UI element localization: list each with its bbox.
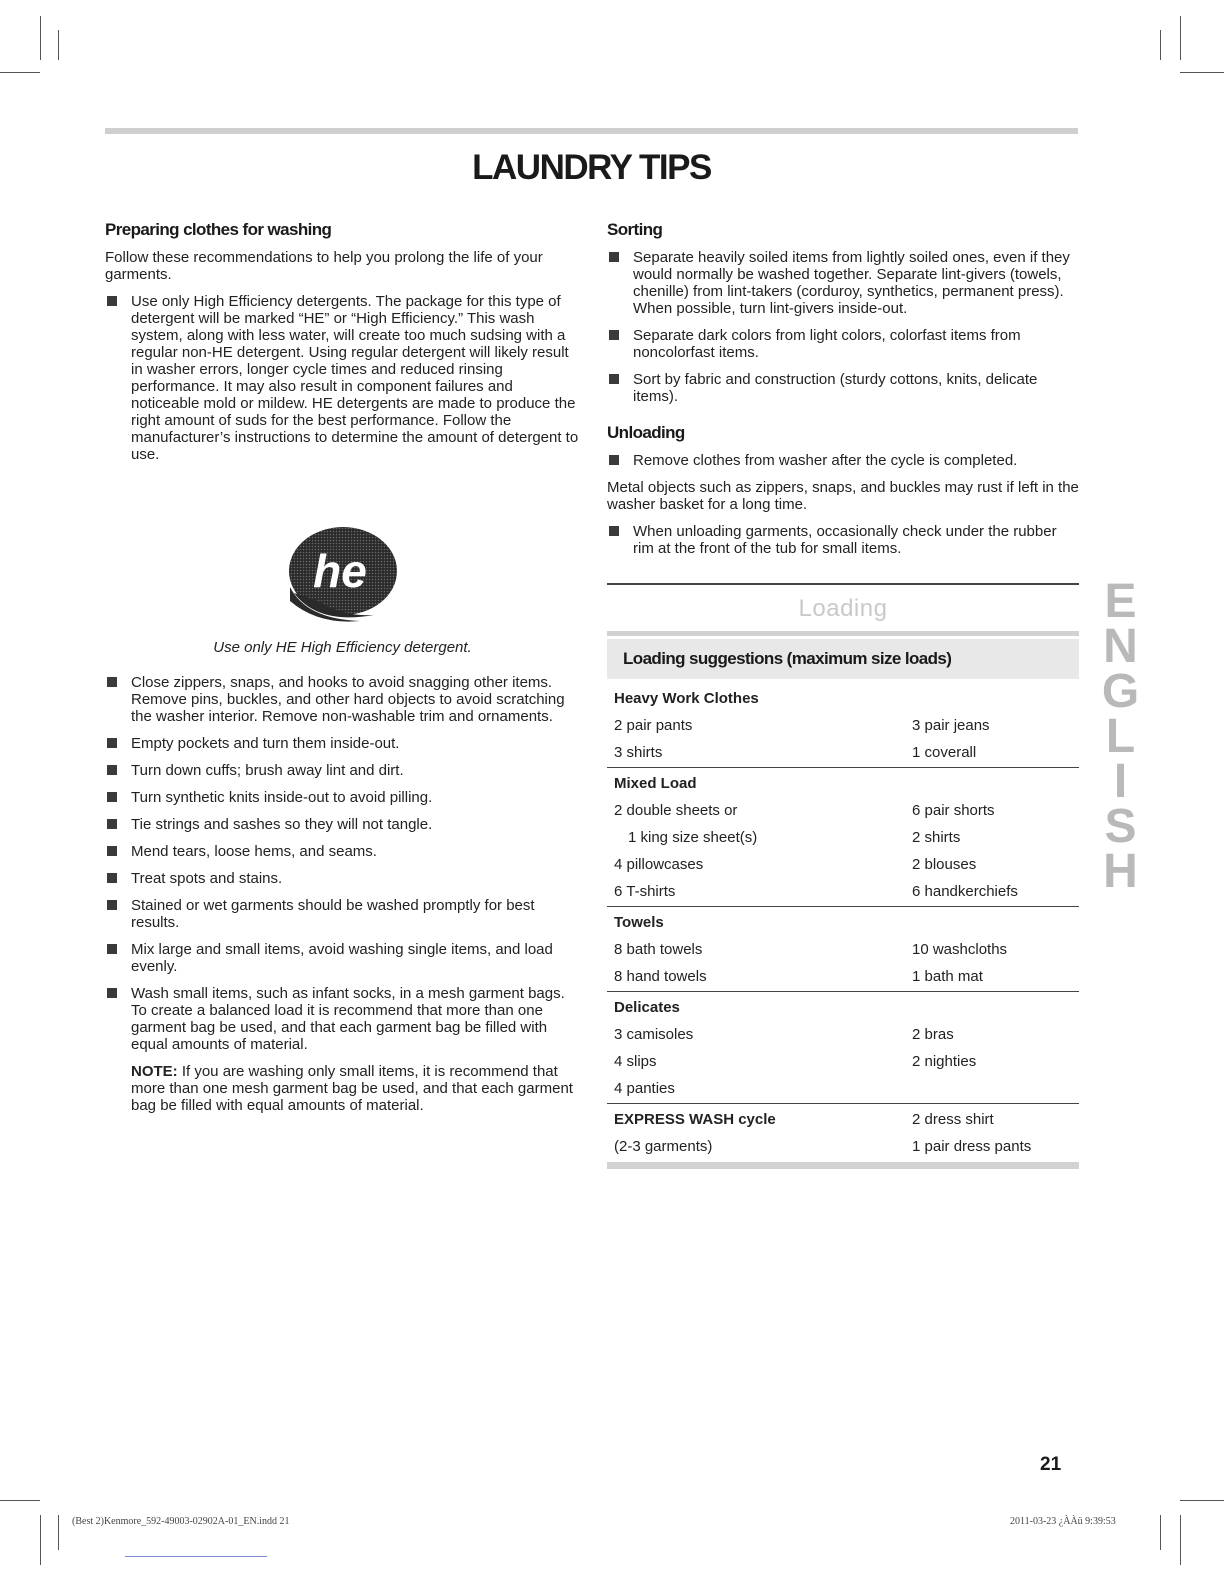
unloading-bullet-list-1 bbox=[607, 452, 1079, 469]
table-cell: 4 panties bbox=[607, 1075, 912, 1104]
print-slug-right: 2011-03-23 ¿ÀÀü 9:39:53 bbox=[1010, 1516, 1116, 1527]
note-text: If you are washing only small items, it is recommend that more than one mesh garment bag be used, and that each garment bag be filled with equal amounts of material. bbox=[131, 1063, 573, 1114]
table-row bbox=[607, 768, 1079, 798]
list-item: Separate heavily soiled items from lightly soiled ones, even if they would normally be washed together. Separate lint-givers (towels, chenille) from lint-takers (corduroy, synthetics, permanent press). When possible, turn lint-givers inside-out. bbox=[607, 249, 1079, 317]
table-cell: 3 camisoles bbox=[614, 1026, 694, 1043]
group-title: Towels bbox=[614, 914, 664, 931]
table-row bbox=[607, 1104, 1079, 1134]
group-title: Delicates bbox=[614, 999, 680, 1016]
crop-mark bbox=[40, 16, 41, 60]
crop-mark bbox=[1180, 72, 1224, 73]
group-title: EXPRESS WASH cycle bbox=[614, 1111, 776, 1128]
table-cell: 6 pair shorts bbox=[912, 802, 995, 819]
list-item: Remove clothes from washer after the cycle is completed. bbox=[607, 452, 1079, 469]
loading-table bbox=[607, 683, 1079, 1160]
table-row bbox=[607, 963, 1079, 992]
crop-mark bbox=[58, 1515, 59, 1550]
table-cell: 1 pair dress pants bbox=[912, 1138, 1032, 1155]
table-row bbox=[607, 1075, 1079, 1104]
page-title: LAUNDRY TIPS bbox=[472, 148, 711, 187]
list-item: Sort by fabric and construction (sturdy cottons, knits, delicate items). bbox=[607, 371, 1079, 405]
table-cell: (2-3 garments) bbox=[614, 1138, 713, 1155]
table-row bbox=[607, 1133, 1079, 1160]
crop-mark bbox=[1160, 1515, 1161, 1550]
list-item: Turn synthetic knits inside-out to avoid pilling. bbox=[105, 789, 580, 806]
loading-band bbox=[607, 631, 1079, 636]
table-cell: 8 bath towels bbox=[614, 941, 703, 958]
table-cell: 4 pillowcases bbox=[614, 856, 704, 873]
preparing-bullet-list bbox=[105, 674, 580, 1053]
left-column bbox=[105, 220, 580, 1124]
unloading-heading: Unloading bbox=[607, 423, 685, 442]
table-row bbox=[607, 992, 1079, 1022]
page-number: 21 bbox=[1040, 1454, 1062, 1475]
list-item: Stained or wet garments should be washed promptly for best results. bbox=[105, 897, 580, 931]
table-row bbox=[607, 1021, 1079, 1048]
sorting-heading: Sorting bbox=[607, 220, 663, 239]
crop-mark bbox=[0, 1500, 40, 1501]
table-row bbox=[607, 797, 1079, 824]
list-item: Treat spots and stains. bbox=[105, 870, 580, 887]
table-cell: 1 coverall bbox=[912, 739, 1079, 768]
table-row bbox=[607, 824, 1079, 851]
table-cell: 8 hand towels bbox=[607, 963, 912, 992]
note-label: NOTE: bbox=[131, 1063, 178, 1080]
unloading-bullet-list-2 bbox=[607, 523, 1079, 557]
language-tab: ENGLISH bbox=[1094, 575, 1147, 890]
he-bullet-list bbox=[105, 293, 580, 463]
table-row bbox=[607, 712, 1079, 739]
list-item: Wash small items, such as infant socks, in a mesh garment bags. To create a balanced load it is recommend that more than one garment bag be used, and that each garment bag be filled with equal amounts of material. bbox=[105, 985, 580, 1053]
crop-mark bbox=[1180, 1515, 1181, 1565]
right-column bbox=[607, 220, 1079, 1169]
crop-mark bbox=[1160, 30, 1161, 60]
table-cell: 2 blouses bbox=[912, 856, 977, 873]
table-cell: 4 slips bbox=[614, 1053, 657, 1070]
he-logo-text: he bbox=[312, 545, 367, 597]
table-row bbox=[607, 683, 1079, 712]
table-cell: 2 nighties bbox=[912, 1053, 977, 1070]
list-item: Use only High Efficiency detergents. The package for this type of detergent will be marked “HE” or “High Efficiency.” This wash system, along with less water, will create too much sudsing with a regular non-HE detergent. Using regular detergent will likely result in washer errors, longer cycle times and reduced rinsing performance. It may also result in component failures and noticeable mold or mildew. HE detergents are made to produce the right amount of suds for the best performance. Follow the manufacturer’s instructions to determine the amount of detergent to use. bbox=[105, 293, 580, 463]
list-item: Mix large and small items, avoid washing single items, and load evenly. bbox=[105, 941, 580, 975]
crop-mark bbox=[0, 72, 40, 73]
crop-mark bbox=[58, 30, 59, 60]
group-title: Mixed Load bbox=[614, 775, 697, 792]
list-item: When unloading garments, occasionally check under the rubber rim at the front of the tub for small items. bbox=[607, 523, 1079, 557]
table-cell: 2 dress shirt bbox=[912, 1111, 994, 1128]
table-row bbox=[607, 1048, 1079, 1075]
print-slug-left: (Best 2)Kenmore_592-49003-02902A-01_EN.indd 21 bbox=[72, 1516, 290, 1527]
unloading-paragraph: Metal objects such as zippers, snaps, and buckles may rust if left in the washer basket for a long time. bbox=[607, 479, 1079, 513]
table-cell: 3 pair jeans bbox=[912, 717, 990, 734]
table-cell: 3 shirts bbox=[607, 739, 912, 768]
table-row bbox=[607, 907, 1079, 937]
crop-mark bbox=[1180, 16, 1181, 60]
he-logo-caption: Use only HE High Efficiency detergent. bbox=[213, 639, 472, 656]
table-cell: 2 double sheets or bbox=[614, 802, 738, 819]
loading-bottom-band bbox=[607, 1162, 1079, 1169]
sorting-bullet-list bbox=[607, 249, 1079, 405]
table-cell: 1 king size sheet(s) bbox=[628, 829, 758, 846]
list-item: Tie strings and sashes so they will not tangle. bbox=[105, 816, 580, 833]
preparing-heading: Preparing clothes for washing bbox=[105, 220, 332, 239]
list-item: Empty pockets and turn them inside-out. bbox=[105, 735, 580, 752]
table-cell: 2 pair pants bbox=[614, 717, 693, 734]
table-row bbox=[607, 851, 1079, 878]
list-item: Separate dark colors from light colors, colorfast items from noncolorfast items. bbox=[607, 327, 1079, 361]
he-logo-icon bbox=[278, 521, 408, 631]
loading-suggestions-heading: Loading suggestions (maximum size loads) bbox=[607, 639, 1079, 679]
table-cell: 6 T-shirts bbox=[607, 878, 912, 907]
header-rule bbox=[105, 128, 1078, 134]
table-cell: 1 bath mat bbox=[912, 963, 1079, 992]
list-item: Turn down cuffs; brush away lint and dirt. bbox=[105, 762, 580, 779]
table-cell: 2 shirts bbox=[912, 829, 961, 846]
table-row bbox=[607, 936, 1079, 963]
table-cell: 2 bras bbox=[912, 1026, 954, 1043]
preparing-intro: Follow these recommendations to help you prolong the life of your garments. bbox=[105, 249, 543, 283]
note-paragraph bbox=[105, 1063, 580, 1114]
footer-line bbox=[125, 1556, 267, 1557]
list-item: Mend tears, loose hems, and seams. bbox=[105, 843, 580, 860]
loading-top-rule bbox=[607, 583, 1079, 585]
group-title: Heavy Work Clothes bbox=[614, 690, 759, 707]
crop-mark bbox=[40, 1515, 41, 1565]
crop-mark bbox=[1180, 1500, 1224, 1501]
loading-title: Loading bbox=[798, 595, 888, 622]
table-cell: 6 handkerchiefs bbox=[912, 878, 1079, 907]
table-cell: 10 washcloths bbox=[912, 941, 1008, 958]
table-row bbox=[607, 878, 1079, 907]
list-item: Close zippers, snaps, and hooks to avoid snagging other items. Remove pins, buckles, and other hard objects to avoid scratching the washer interior. Remove non-washable trim and ornaments. bbox=[105, 674, 580, 725]
table-row bbox=[607, 739, 1079, 768]
